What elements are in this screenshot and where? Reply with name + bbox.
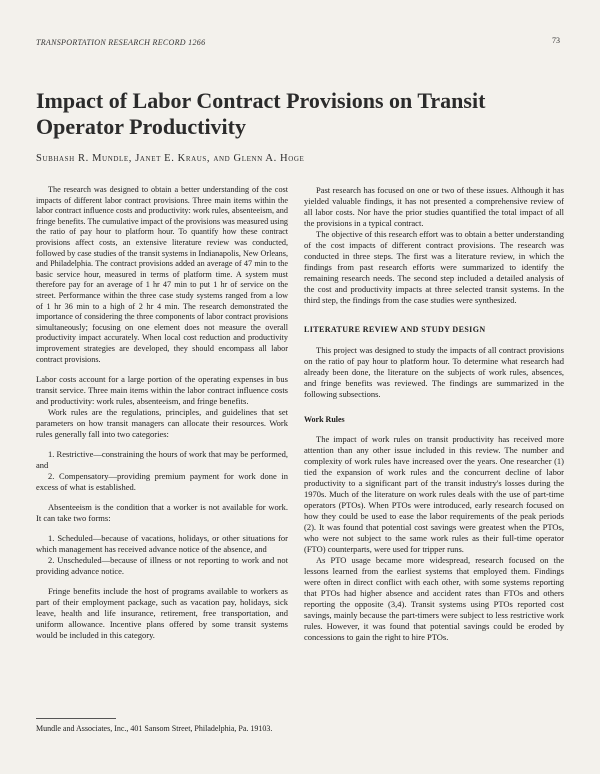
- footnote-rule: [36, 718, 116, 719]
- author-affiliation-footnote: Mundle and Associates, Inc., 401 Sansom Street, Philadelphia, Pa. 19103.: [36, 724, 273, 733]
- author-list: Subhash R. Mundle, Janet E. Kraus, and Glenn A. Hoge: [36, 153, 305, 164]
- list-item: 2. Compensatory—providing premium payment for work done in excess of what is established.: [36, 471, 288, 493]
- section-heading: LITERATURE REVIEW AND STUDY DESIGN: [304, 325, 486, 334]
- subsection-heading: Work Rules: [304, 415, 345, 424]
- left-column: [36, 185, 288, 641]
- paper-title: Impact of Labor Contract Provisions on Transit Operator Productivity: [36, 88, 486, 139]
- page-number: 73: [552, 36, 560, 45]
- body-paragraph: Past research has focused on one or two of these issues. Although it has yielded valuable findings, it has not presented a comprehensive review of all labor costs. Nor have the prior studies quantified the total impact of all the provisions in a typical contract.: [304, 185, 564, 228]
- body-paragraph: Work rules are the regulations, principles, and guidelines that set parameters on how transit managers can allocate their resources. Work rules generally fall into two categories:: [36, 407, 288, 440]
- list-item: 1. Restrictive—constraining the hours of work that may be performed, and: [36, 449, 288, 471]
- abstract-text: The research was designed to obtain a better understanding of the cost impacts of different labor contract provisions. Three main items within the labor contract influence costs and productivity: work rules, absenteeism, and fringe benefits. The cumulative impact of the provisions was measured using the ratio of pay hour to platform hour. To quantify how these contract provisions affect costs, an extensive literature review was conducted, followed by case studies of the transit systems in Indianapolis, New Orleans, and Philadelphia. The contract provisions added an average of 47 min to the basic service hour, measured in terms of platform time. A system must therefore pay for an average of 1 hr 47 min to put 1 hr of service on the street. Performance within the three case study systems ranged from a low of 1 hr 36 min to a high of 2 hr 4 min. The research demonstrated the importance of considering the three components of labor contract provisions simultaneously; focusing on one element does not measure the overall productivity impact accurately. When local cost reduction and productivity improvement strategies are developed, they should encompass all labor contract provisions.: [36, 185, 289, 364]
- body-paragraph: Labor costs account for a large portion of the operating expenses in bus transit service. Three main items within the labor contract influence costs and productivity: work rules, absenteeism, and fringe benefits.: [36, 374, 288, 407]
- list-item: 2. Unscheduled—because of illness or not reporting to work and not providing advance notice.: [36, 555, 288, 577]
- list-item: 1. Scheduled—because of vacations, holidays, or other situations for which management has received advance notice of the absence, and: [36, 533, 288, 555]
- body-paragraph: Fringe benefits include the host of programs available to workers as part of their employment package, such as vacation pay, holidays, sick leave, health and life insurance, retirement, free transportation, and uniform allowance. Incentive plans offered by some transit systems would be included in this category.: [36, 586, 288, 641]
- running-head: TRANSPORTATION RESEARCH RECORD 1266: [36, 38, 206, 47]
- abstract: [36, 185, 288, 365]
- right-column: [304, 185, 564, 643]
- body-paragraph: Absenteeism is the condition that a worker is not available for work. It can take two forms:: [36, 502, 288, 524]
- body-paragraph: The objective of this research effort was to obtain a better understanding of the cost impacts of different contract provisions. The research was conducted in three steps. The first was a literature review, in which the findings from past research efforts were summarized to identify the remaining research needs. The second step included a detailed analysis of the cost and productivity impacts at three selected transit systems. In the third step, the findings from the case studies were synthesized.: [304, 229, 564, 305]
- body-paragraph: The impact of work rules on transit productivity has received more attention than any other issue included in this review. The number and complexity of work rules have increased over the years. One researcher (1) tied the expansion of work rules and the concurrent decline of labor productivity to a significant part of the transit industry's losses during the 1970s. Much of the literature on work rules deals with the use of part-time operators (PTOs). When PTOs were introduced, early research focused on how they could be used to ease the labor requirements of the peak periods (2). It was found that potential cost savings were greatest when the PTOs, who were not subject to the same work rules as their full-time operator (FTO) counterparts, were used for tripper runs.: [304, 434, 564, 554]
- body-paragraph: This project was designed to study the impacts of all contract provisions on the ratio of pay hour to platform hour. To determine what research had already been done, the literature on the subjects of work rules, absences, and fringe benefits was reviewed. The findings are summarized in the following subsections.: [304, 345, 564, 399]
- body-paragraph: As PTO usage became more widespread, research focused on the lessons learned from the earliest systems that employed them. Findings were often in direct conflict with each other, with some systems reporting that PTOs had higher absence and accident rates than FTOs and others reporting the opposite (3,4). Transit systems using PTOs reported cost savings, mainly because the part-timers were subject to less restrictive work rules. However, it was found that potential savings could be eroded by concessions to gain the right to hire PTOs.: [304, 555, 564, 642]
